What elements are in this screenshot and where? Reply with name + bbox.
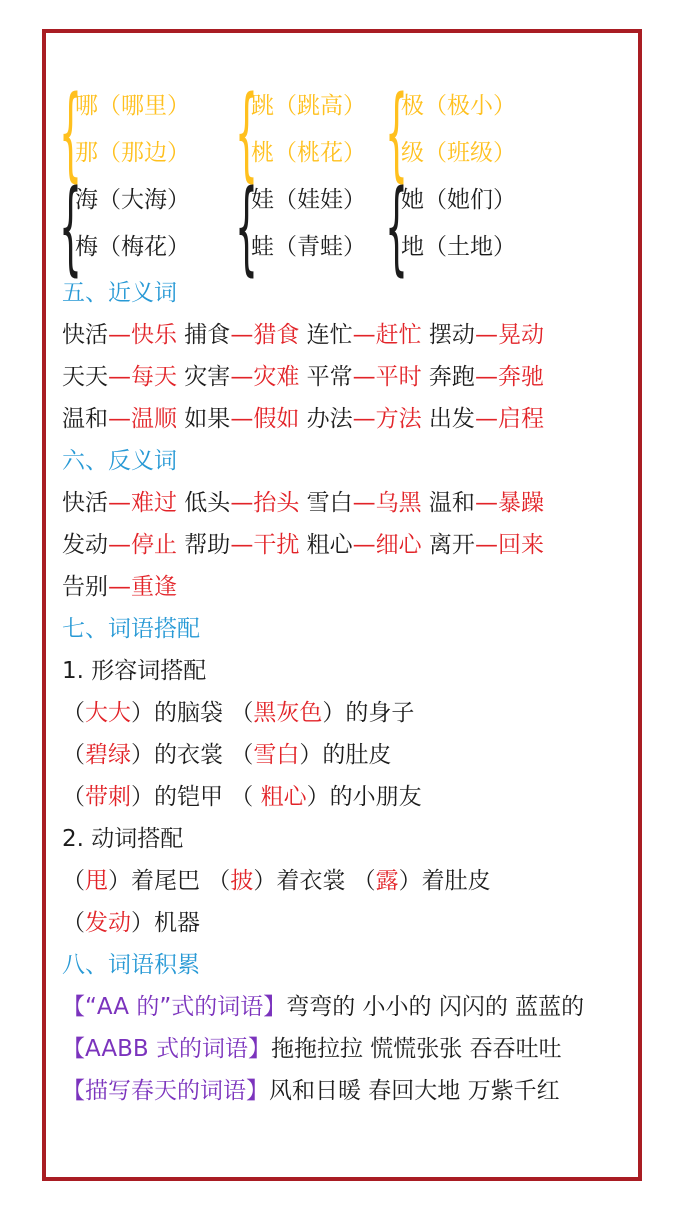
text-segment: 办法 <box>299 406 353 432</box>
adjective-collocation-line <box>62 734 622 776</box>
pair-word: 梅（梅花） <box>75 234 190 260</box>
word-accumulation-line <box>62 986 622 1028</box>
text-segment: —暴躁 <box>474 490 544 516</box>
text-segment: —细心 <box>352 532 422 558</box>
text-segment: （ <box>230 742 254 768</box>
text-segment: 灾害 <box>177 364 231 390</box>
text-segment: 1. 形容词搭配 <box>62 658 207 684</box>
page-content <box>59 74 622 1112</box>
section-heading-synonyms <box>62 272 622 314</box>
text-segment: 天天 <box>62 364 108 390</box>
brace-icon: { <box>385 74 408 193</box>
text-segment: ）的衣裳 <box>131 742 231 768</box>
section-heading-word-accumulation <box>62 944 622 986</box>
text-segment: —重逢 <box>108 574 177 600</box>
adjective-collocation-line <box>62 692 622 734</box>
text-segment: 离开 <box>421 532 475 558</box>
text-segment: 发动 <box>85 910 131 936</box>
antonym-pairs-line <box>62 566 622 608</box>
text-segment: 帮助 <box>177 532 231 558</box>
brace-icon: { <box>59 168 82 287</box>
text-segment: 黑灰色 <box>253 700 323 726</box>
text-segment: —快乐 <box>108 322 177 348</box>
text-segment: —晃动 <box>474 322 544 348</box>
word-pairs-row-gold <box>59 74 622 193</box>
notes-body <box>62 272 622 1112</box>
word-pair <box>59 168 238 287</box>
text-segment: 粗心 <box>299 532 353 558</box>
text-segment: 披 <box>230 868 254 894</box>
text-segment: 温和 <box>62 406 108 432</box>
verb-collocation-line <box>62 860 622 902</box>
text-segment: —乌黑 <box>352 490 422 516</box>
text-segment: 拖拖拉拉 慌慌张张 吞吞吐吐 <box>270 1036 562 1062</box>
brace-icon: { <box>385 168 408 287</box>
text-segment: 连忙 <box>299 322 353 348</box>
synonym-pairs-line <box>62 356 622 398</box>
word-pair <box>235 74 388 193</box>
pair-word: 蛙（青蛙） <box>251 234 366 260</box>
text-segment: （ <box>62 868 85 894</box>
pair-word: 极（极小） <box>401 93 516 119</box>
text-segment: 雪白 <box>299 490 353 516</box>
subheading-adjective-collocation <box>62 650 622 692</box>
text-segment: 快活 <box>62 490 108 516</box>
text-segment: 六、反义词 <box>62 448 177 474</box>
text-segment: ）着肚皮 <box>398 868 491 894</box>
text-segment: 低头 <box>177 490 231 516</box>
text-segment: 【AABB 式的词语】 <box>62 1036 271 1062</box>
text-segment: ）着尾巴 （ <box>108 868 231 894</box>
brace-icon: { <box>59 74 82 193</box>
brace-icon: { <box>235 168 258 287</box>
text-segment: （ <box>230 700 254 726</box>
text-segment: ）机器 <box>131 910 200 936</box>
word-accumulation-line <box>62 1028 622 1070</box>
text-segment: ）的身子 <box>322 700 415 726</box>
text-segment: 温和 <box>421 490 475 516</box>
text-segment: —启程 <box>474 406 544 432</box>
text-segment: （ <box>62 784 85 810</box>
text-segment: ）的小朋友 <box>306 784 422 810</box>
section-heading-collocations <box>62 608 622 650</box>
pair-word: 海（大海） <box>75 187 190 213</box>
text-segment: 捕食 <box>177 322 231 348</box>
pair-word: 级（班级） <box>401 140 516 166</box>
text-segment: 摆动 <box>421 322 475 348</box>
synonym-pairs-line <box>62 398 622 440</box>
pair-word: 哪（哪里） <box>75 93 190 119</box>
text-segment: —平时 <box>352 364 422 390</box>
text-segment: 五、近义词 <box>62 280 177 306</box>
text-segment: 雪白 <box>253 742 300 768</box>
text-segment: 露 <box>375 868 399 894</box>
text-segment: —回来 <box>474 532 544 558</box>
word-pair <box>235 168 388 287</box>
text-segment: —停止 <box>108 532 177 558</box>
pair-word: 那（那边） <box>75 140 190 166</box>
pair-word: 跳（跳高） <box>251 93 366 119</box>
word-pair <box>385 74 622 193</box>
text-segment: ）着衣裳 （ <box>253 868 376 894</box>
text-segment: 大大 <box>85 700 131 726</box>
text-segment: —假如 <box>230 406 300 432</box>
text-segment: 出发 <box>421 406 475 432</box>
text-segment: （ <box>62 742 85 768</box>
text-segment: ）的铠甲 （ <box>131 784 261 810</box>
text-segment: 如果 <box>177 406 231 432</box>
text-segment: 告别 <box>62 574 108 600</box>
text-segment: 甩 <box>85 868 108 894</box>
text-segment: 平常 <box>299 364 353 390</box>
text-segment: —抬头 <box>230 490 300 516</box>
text-segment: 粗心 <box>260 784 307 810</box>
word-pairs-row-ink <box>59 168 622 287</box>
pair-word: 桃（桃花） <box>251 140 366 166</box>
text-segment: （ <box>62 700 85 726</box>
text-segment: 【描写春天的词语】 <box>62 1078 269 1104</box>
text-segment: 八、词语积累 <box>62 952 200 978</box>
text-segment: 风和日暖 春回大地 万紫千红 <box>269 1078 560 1104</box>
text-segment: —猎食 <box>230 322 300 348</box>
text-segment: 快活 <box>62 322 108 348</box>
verb-collocation-line <box>62 902 622 944</box>
adjective-collocation-line <box>62 776 622 818</box>
text-segment: —每天 <box>108 364 177 390</box>
antonym-pairs-line <box>62 524 622 566</box>
text-segment: 七、词语搭配 <box>62 616 200 642</box>
section-heading-antonyms <box>62 440 622 482</box>
text-segment: （ <box>62 910 85 936</box>
text-segment: 弯弯的 小小的 闪闪的 蓝蓝的 <box>286 994 585 1020</box>
text-segment: ）的脑袋 <box>131 700 231 726</box>
text-segment: 带刺 <box>85 784 131 810</box>
text-segment: —难过 <box>108 490 177 516</box>
text-segment: —赶忙 <box>352 322 422 348</box>
pair-word: 地（土地） <box>401 234 516 260</box>
text-segment: 发动 <box>62 532 108 558</box>
synonym-pairs-line <box>62 314 622 356</box>
text-segment: —灾难 <box>230 364 300 390</box>
pair-word: 娃（娃娃） <box>251 187 366 213</box>
antonym-pairs-line <box>62 482 622 524</box>
word-accumulation-line <box>62 1070 622 1112</box>
pair-word: 她（她们） <box>401 187 516 213</box>
text-segment: —奔驰 <box>474 364 544 390</box>
word-pair <box>59 74 238 193</box>
word-pair <box>385 168 622 287</box>
text-segment: —干扰 <box>230 532 300 558</box>
text-segment: —温顺 <box>108 406 177 432</box>
subheading-verb-collocation <box>62 818 622 860</box>
text-segment: ）的肚皮 <box>299 742 392 768</box>
text-segment: 碧绿 <box>85 742 131 768</box>
text-segment: 奔跑 <box>421 364 475 390</box>
text-segment: —方法 <box>352 406 422 432</box>
brace-icon: { <box>235 74 258 193</box>
text-segment: 【“AA 的”式的词语】 <box>62 994 287 1020</box>
text-segment: 2. 动词搭配 <box>62 826 184 852</box>
